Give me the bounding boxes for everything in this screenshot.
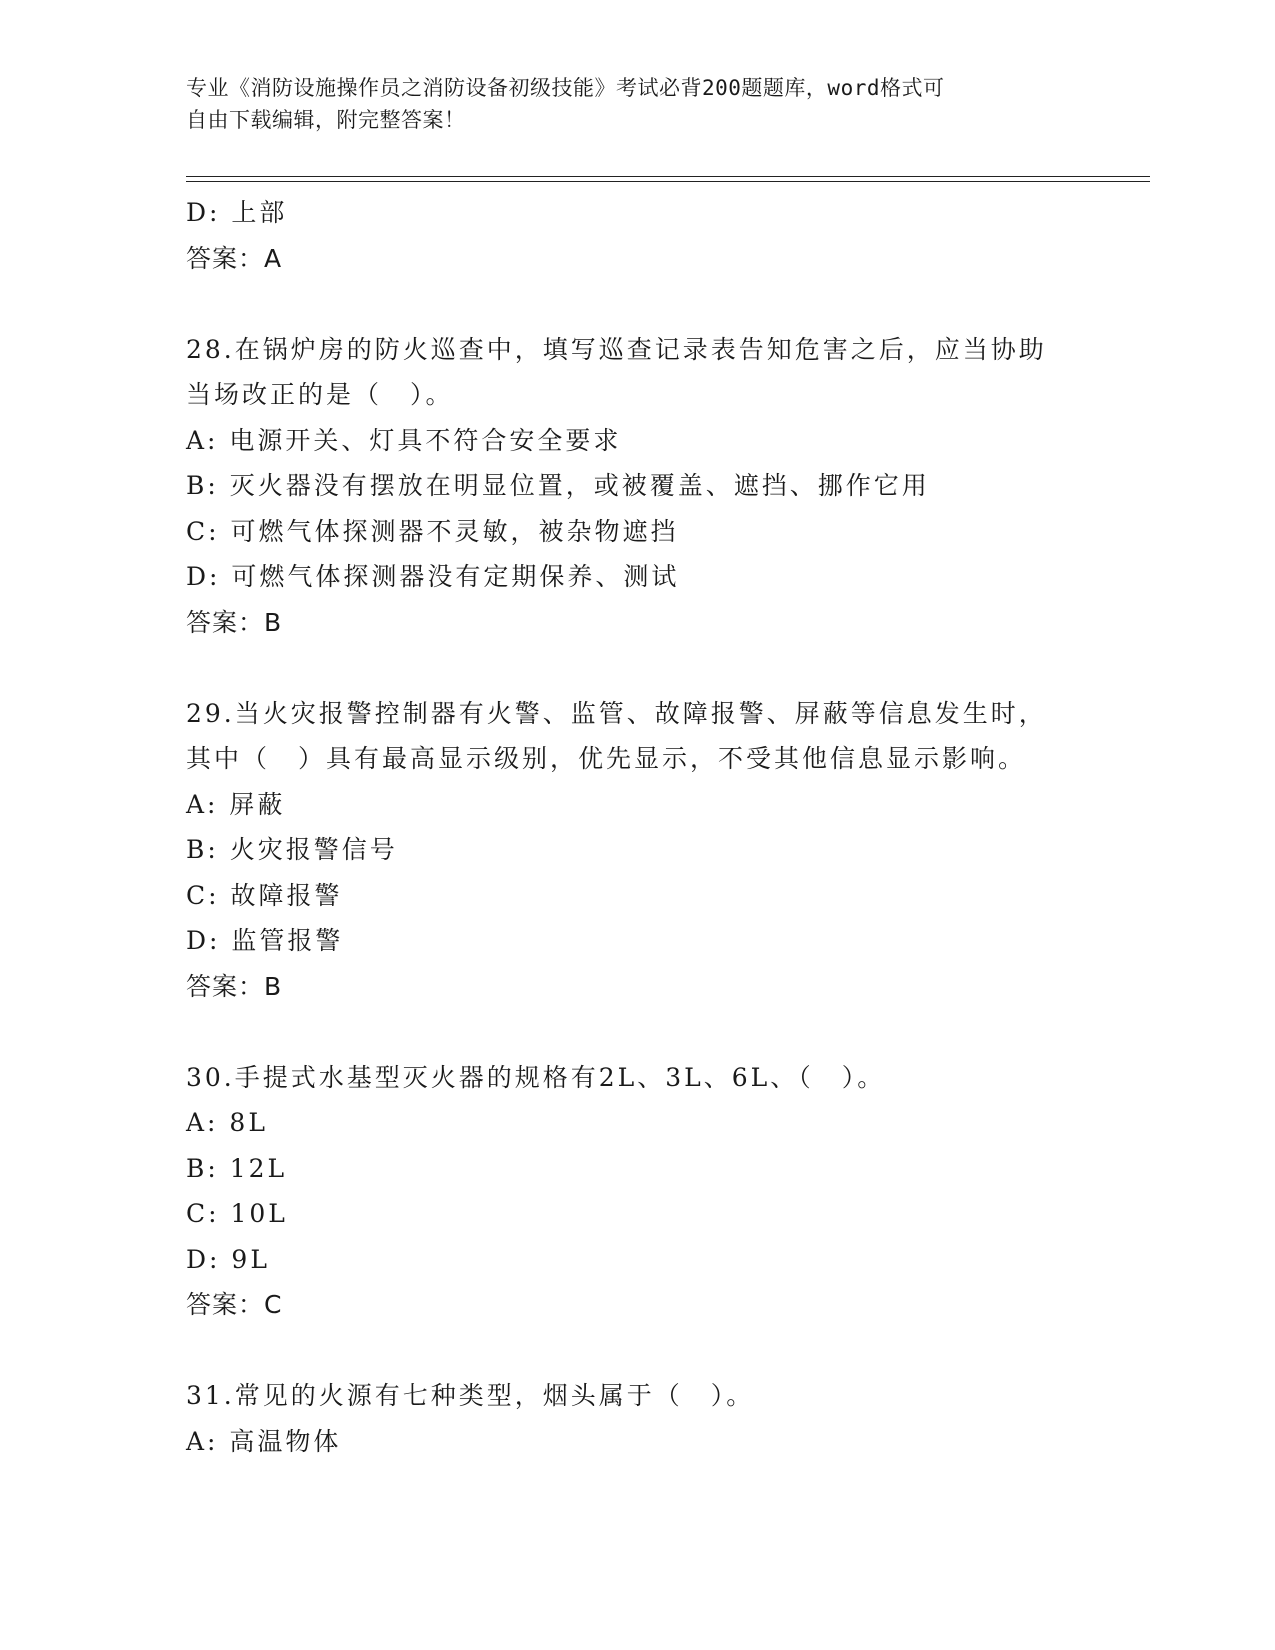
option-d: D: 上部	[186, 198, 288, 227]
option-a: A: 8L	[186, 1108, 268, 1137]
spacer	[186, 645, 1150, 691]
option-b: B: 12L	[186, 1153, 288, 1183]
header-line-1: 专业《消防设施操作员之消防设备初级技能》考试必背200题题库，word格式可	[186, 76, 945, 100]
spacer	[186, 1328, 1150, 1374]
question-stem: 31.常见的火源有七种类型，烟头属于（ ）。	[186, 1381, 755, 1410]
option-c: C: 10L	[186, 1199, 288, 1228]
document-header	[186, 72, 1066, 136]
option-d: D: 9L	[186, 1244, 270, 1274]
spacer	[186, 281, 1150, 327]
option-d: D: 监管报警	[186, 926, 344, 955]
question-stem: 29.当火灾报警控制器有火警、监管、故障报警、屏蔽等信息发生时，	[186, 698, 1047, 728]
question-stem: 28.在锅炉房的防火巡查中，填写巡查记录表告知危害之后，应当协助	[186, 334, 1047, 364]
answer-line: 答案：B	[186, 971, 283, 1001]
question-29	[186, 691, 1150, 1010]
spacer	[186, 1009, 1150, 1055]
header-divider	[186, 176, 1150, 177]
header-divider-secondary	[186, 181, 1150, 182]
option-b: B: 灭火器没有摆放在明显位置，或被覆盖、遮挡、挪作它用	[186, 471, 930, 500]
option-d: D: 可燃气体探测器没有定期保养、测试	[186, 562, 680, 591]
answer-line: 答案：B	[186, 607, 283, 637]
question-30	[186, 1055, 1150, 1328]
question-stem: 其中（ ）具有最高显示级别，优先显示，不受其他信息显示影响。	[186, 744, 1027, 773]
question-31	[186, 1373, 1150, 1464]
answer-line: 答案：C	[186, 1290, 283, 1319]
question-stem: 30.手提式水基型灭火器的规格有2L、3L、6L、（ ）。	[186, 1062, 886, 1092]
option-c: C: 故障报警	[186, 880, 343, 910]
option-a: A: 屏蔽	[186, 789, 286, 819]
question-stem: 当场改正的是（ ）。	[186, 380, 454, 409]
question-28	[186, 327, 1150, 646]
header-line-2: 自由下载编辑，附完整答案！	[186, 108, 466, 132]
answer-line: 答案：A	[186, 243, 283, 273]
option-c: C: 可燃气体探测器不灵敏，被杂物遮挡	[186, 516, 679, 546]
option-a: A: 高温物体	[186, 1426, 342, 1456]
document-body	[186, 190, 1150, 1464]
option-b: B: 火灾报警信号	[186, 835, 398, 864]
option-a: A: 电源开关、灯具不符合安全要求	[186, 425, 622, 455]
